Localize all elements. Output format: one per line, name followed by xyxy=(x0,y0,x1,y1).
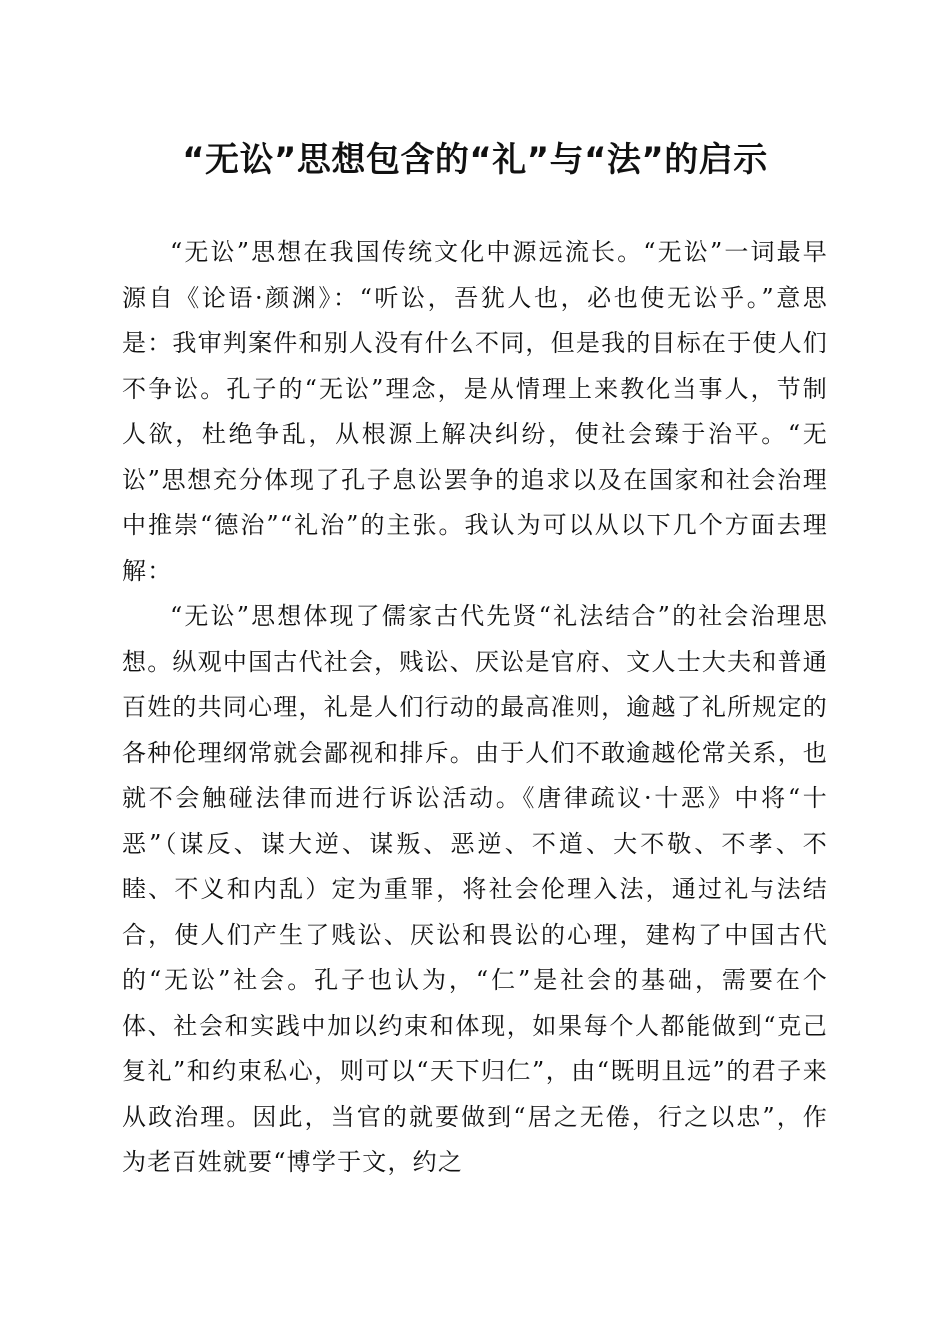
paragraph-intro: “无讼”思想在我国传统文化中源远流长。“无讼”一词最早源自《论语·颜渊》：“听讼，吾犹人也，必也使无讼乎。”意思是：我审判案件和别人没有什么不同，但是我的目标在于使人们不争讼。孔子的“无讼”理念，是从情理上来教化当事人，节制人欲，杜绝争乱，从根源上解决纠纷，使社会臻于治平。“无讼”思想充分体现了孔子息讼罢争的追求以及在国家和社会治理中推崇“德治”“礼治”的主张。我认为可以从以下几个方面去理解： xyxy=(122,238,828,585)
document-body xyxy=(122,230,828,1186)
paragraph-rites-and-law: “无讼”思想体现了儒家古代先贤“礼法结合”的社会治理思想。纵观中国古代社会，贱讼、厌讼是官府、文人士大夫和普通百姓的共同心理，礼是人们行动的最高准则，逾越了礼所规定的各种伦理纲常就会鄙视和排斥。由于人们不敢逾越伦常关系，也就不会触碰法律而进行诉讼活动。《唐律疏议·十恶》中将“十恶”（谋反、谋大逆、谋叛、恶逆、不道、大不敬、不孝、不睦、不义和内乱）定为重罪，将社会伦理入法，通过礼与法结合，使人们产生了贱讼、厌讼和畏讼的心理，建构了中国古代的“无讼”社会。孔子也认为，“仁”是社会的基础，需要在个体、社会和实践中加以约束和体现，如果每个人都能做到“克己复礼”和约束私心，则可以“天下归仁”，由“既明且远”的君子来从政治理。因此，当官的就要做到“居之无倦，行之以忠”，作为老百姓就要“博学于文，约之 xyxy=(122,602,828,1176)
document-title: “无讼”思想包含的“礼”与“法”的启示 xyxy=(182,140,768,180)
